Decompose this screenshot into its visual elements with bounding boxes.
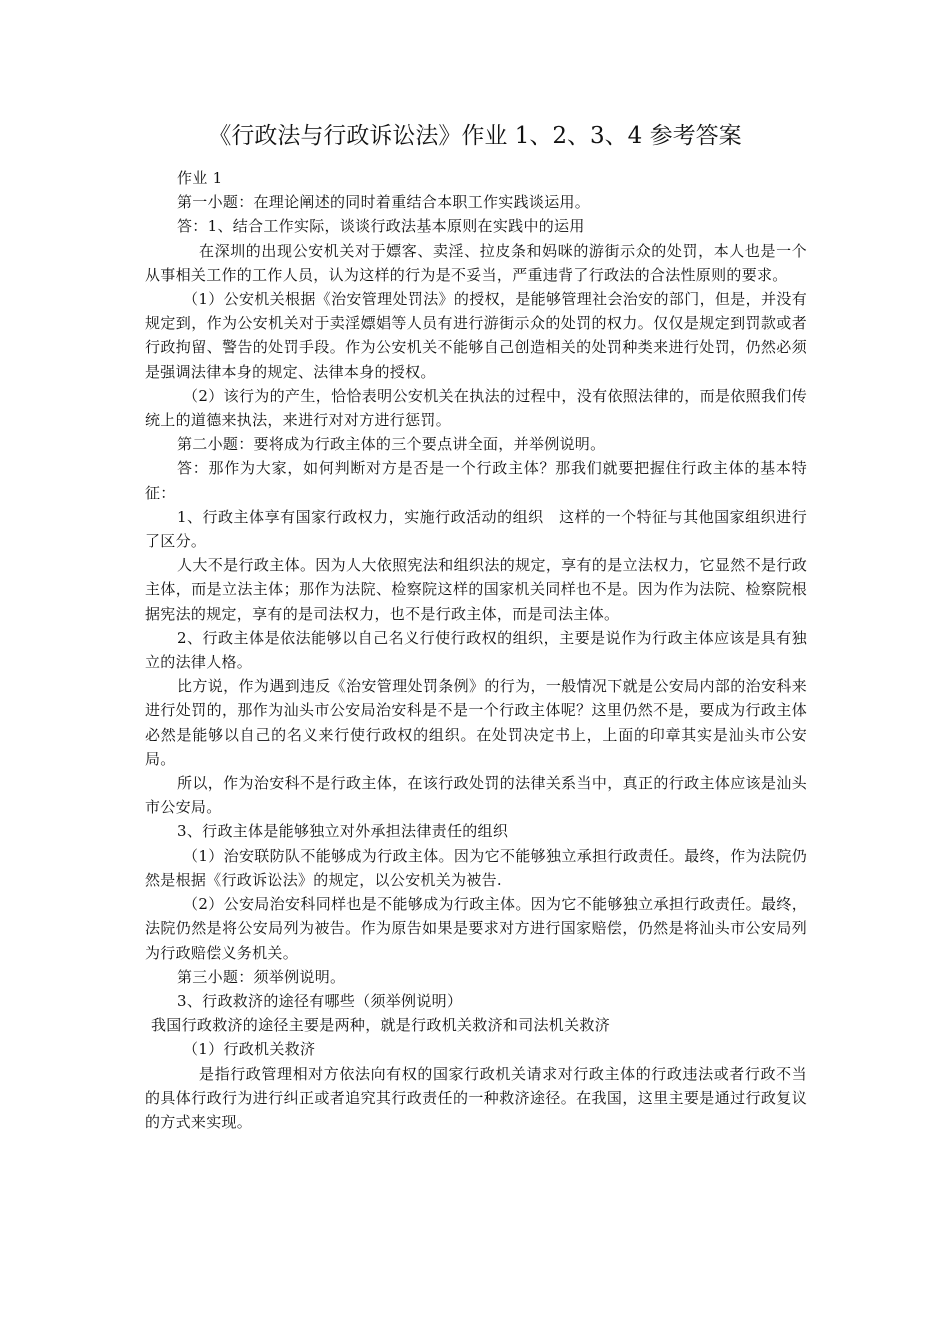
paragraph: 1、行政主体享有国家行政权力，实施行政活动的组织 这样的一个特征与其他国家组织进行了区分。 [145,507,807,551]
document-title: 《行政法与行政诉讼法》作业 1、2、3、4 参考答案 [208,123,742,149]
paragraph: 3、行政主体是能够独立对外承担法律责任的组织 [177,822,509,841]
paragraph: （1）行政机关救济 [183,1040,316,1059]
paragraph: 2、行政主体是依法能够以自己名义行使行政权的组织，主要是说作为行政主体应该是具有独立的法律人格。 [145,628,807,672]
paragraph: 答：那作为大家，如何判断对方是否是一个行政主体？那我们就要把握住行政主体的基本特征： [145,459,807,502]
paragraph: 比方说，作为遇到违反《治安管理处罚条例》的行为，一般情况下就是公安局内部的治安科来进行处罚的，那作为汕头市公安局治安科是不是一个行政主体呢？这里仍然不是，要成为行政主体必然是能够以自己的名义来行使行政权的组织。在处罚决定书上，上面的印章其实是汕头市公安局。 [145,677,807,768]
paragraph: 第三小题：须举例说明。 [177,967,346,986]
paragraph: 第一小题：在理论阐述的同时着重结合本职工作实践谈运用。 [177,193,591,212]
paragraph: （2）该行为的产生，恰恰表明公安机关在执法的过程中，没有依照法律的，而是依照我们传统上的道德来执法，来进行对对方进行惩罚。 [145,386,807,430]
paragraph: 作业 1 [177,169,223,187]
paragraph: （1）公安机关根据《治安管理处罚法》的授权，是能够管理社会治安的部门，但是，并没有规定到，作为公安机关对于卖淫嫖娼等人员有进行游街示众的处罚的权力。仅仅是规定到罚款或者行政拘留、警告的处罚手段。作为公安机关不能够自己创造相关的处罚种类来进行处罚，仍然必须是强调法律本身的规定、法律本身的授权。 [145,290,807,381]
paragraph: 人大不是行政主体。因为人大依照宪法和组织法的规定，享有的是立法权力，它显然不是行政主体，而是立法主体；那作为法院、检察院这样的国家机关同样也不是。因为作为法院、检察院根据宪法的规定，享有的是司法权力，也不是行政主体，而是司法主体。 [145,556,807,623]
paragraph: 答：1、结合工作实际，谈谈行政法基本原则在实践中的运用 [177,217,585,236]
document-body [145,166,807,1134]
paragraph: 在深圳的出现公安机关对于嫖客、卖淫、拉皮条和妈咪的游街示众的处罚，本人也是一个从事相关工作的工作人员，认为这样的行为是不妥当，严重违背了行政法的合法性原则的要求。 [145,241,807,284]
paragraph: 是指行政管理相对方依法向有权的国家行政机关请求对行政主体的行政违法或者行政不当的具体行政行为进行纠正或者追究其行政责任的一种救济途径。在我国，这里主要是通过行政复议的方式来实现。 [145,1064,807,1131]
paragraph: 3、行政救济的途径有哪些（须举例说明） [177,991,463,1010]
paragraph: 所以，作为治安科不是行政主体，在该行政处罚的法律关系当中，真正的行政主体应该是汕头市公安局。 [145,774,807,817]
paragraph: 第二小题：要将成为行政主体的三个要点讲全面，并举例说明。 [177,435,606,454]
paragraph: 我国行政救济的途径主要是两种，就是行政机关救济和司法机关救济 [151,1016,611,1035]
paragraph: （2）公安局治安科同样也是不能够成为行政主体。因为它不能够独立承担行政责任。最终，法院仍然是将公安局列为被告。作为原告如果是要求对方进行国家赔偿，仍然是将汕头市公安局列为行政赔偿义务机关。 [145,895,807,962]
paragraph: （1）治安联防队不能够成为行政主体。因为它不能够独立承担行政责任。最终，作为法院仍然是根据《行政诉讼法》的规定，以公安机关为被告. [145,846,807,889]
